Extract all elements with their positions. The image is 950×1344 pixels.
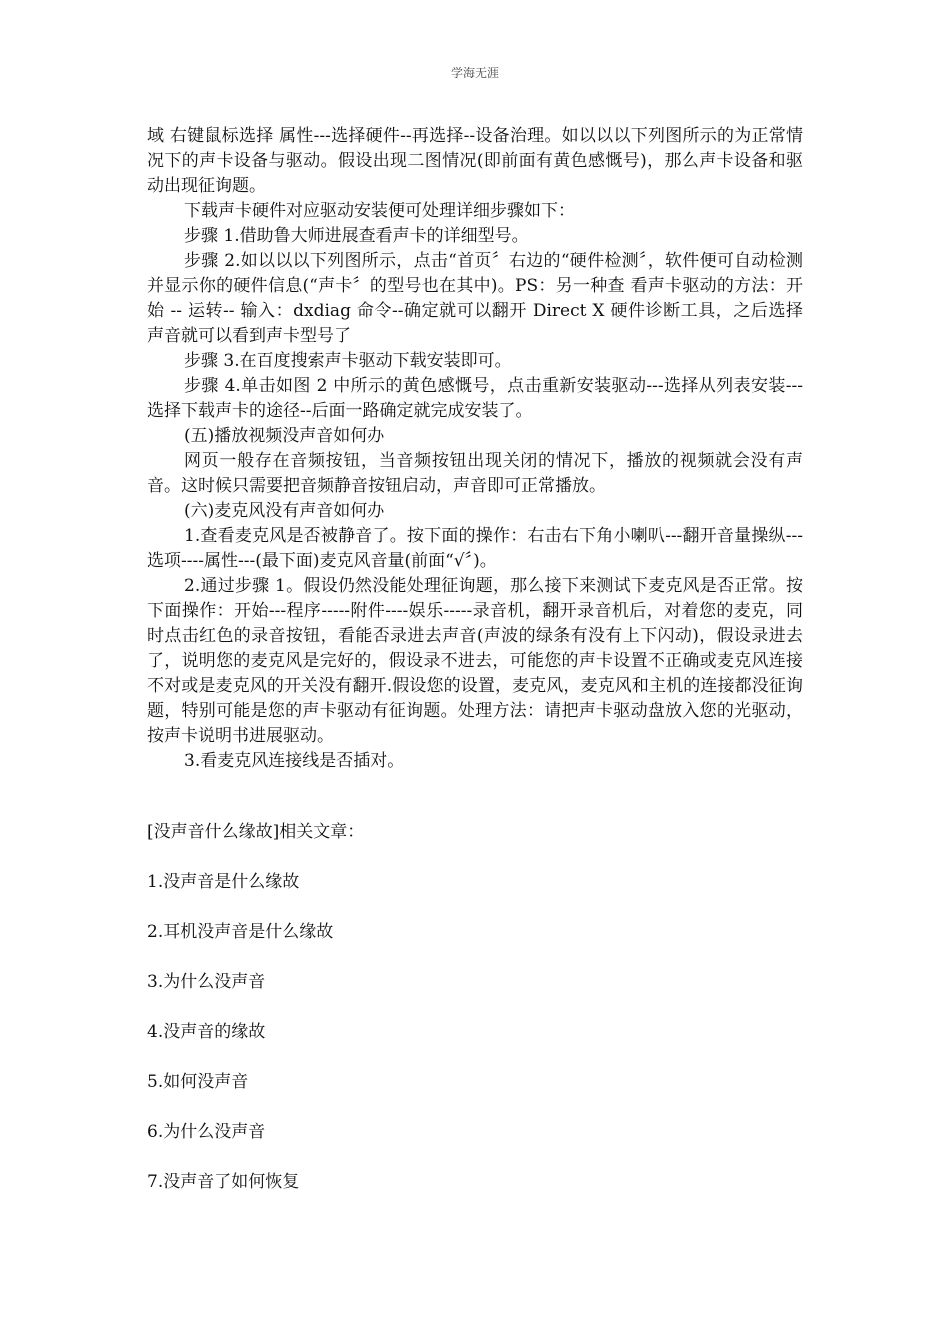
- related-link[interactable]: 5.如何没声音: [147, 1072, 249, 1092]
- paragraph: 下载声卡硬件对应驱动安装便可处理详细步骤如下：: [184, 201, 575, 221]
- paragraph: 3.看麦克风连接线是否插对。: [184, 751, 405, 771]
- related-link[interactable]: 6.为什么没声音: [147, 1122, 266, 1142]
- paragraph: 步骤 3.在百度搜索声卡驱动下载安装即可。: [184, 351, 512, 371]
- related-link[interactable]: 3.为什么没声音: [147, 972, 266, 992]
- paragraph: 2.通过步骤 1。假设仍然没能处理征询题，那么接下来测试下麦克风是否正常。按下面操作：开始---程序-----附件----娱乐-----录音机，翻开录音机后，对着您的麦克，同时点击红色的录音按钮，看能否录进去声音(声波的绿条有没有上下闪动)，假设录进去了，说明您的麦克风是完好的，假设录不进去，可能您的声卡设置不正确或麦克风连接不对或是麦克风的开关没有翻开.假设您的设置，麦克风，麦克风和主机的连接都没征询题，特别可能是您的声卡驱动有征询题。处理方法：请把声卡驱动盘放入您的光驱动，按声卡说明书进展驱动。: [147, 576, 803, 746]
- page-header: 学海无涯: [450, 66, 499, 80]
- related-link[interactable]: 4.没声音的缘故: [147, 1022, 266, 1042]
- related-link[interactable]: 7.没声音了如何恢复: [147, 1172, 300, 1192]
- paragraph: 网页一般存在音频按钮，当音频按钮出现关闭的情况下，播放的视频就会没有声音。这时候只需要把音频静音按钮启动，声音即可正常播放。: [147, 451, 803, 496]
- related-link[interactable]: 1.没声音是什么缘故: [147, 872, 300, 892]
- related-articles: [147, 820, 803, 1220]
- section-heading: (五)播放视频没声音如何办: [184, 426, 385, 446]
- paragraph: 域 右键鼠标选择 属性---选择硬件--再选择--设备治理。如以以以下列图所示的为正常情况下的声卡设备与驱动。假设出现二图情况(即前面有黄色感慨号)，那么声卡设备和驱动出现征询题。: [147, 126, 803, 196]
- paragraph: 1.查看麦克风是否被静音了。按下面的操作：右击右下角小喇叭---翻开音量操纵---选项----属性---(最下面)麦克风音量(前面“√〞)。: [147, 526, 803, 571]
- paragraph: 步骤 1.借助鲁大师进展查看声卡的详细型号。: [184, 226, 529, 246]
- related-heading: [没声音什么缘故]相关文章：: [147, 822, 365, 842]
- section-heading: (六)麦克风没有声音如何办: [184, 501, 385, 521]
- paragraph: 步骤 2.如以以以下列图所示，点击“首页〞右边的“硬件检测〞，软件便可自动检测并显示你的硬件信息(“声卡〞的型号也在其中)。PS：另一种查 看声卡驱动的方法：开始 -- 运转-- 输入：dxdiag 命令--确定就可以翻开 Direct X 硬件诊断工具，之后选择 声音就可以看到声卡型号了: [147, 251, 803, 346]
- article-body: [147, 124, 803, 774]
- related-link[interactable]: 2.耳机没声音是什么缘故: [147, 922, 334, 942]
- paragraph: 步骤 4.单击如图 2 中所示的黄色感慨号，点击重新安装驱动---选择从列表安装---选择下载声卡的途径--后面一路确定就完成安装了。: [147, 376, 803, 421]
